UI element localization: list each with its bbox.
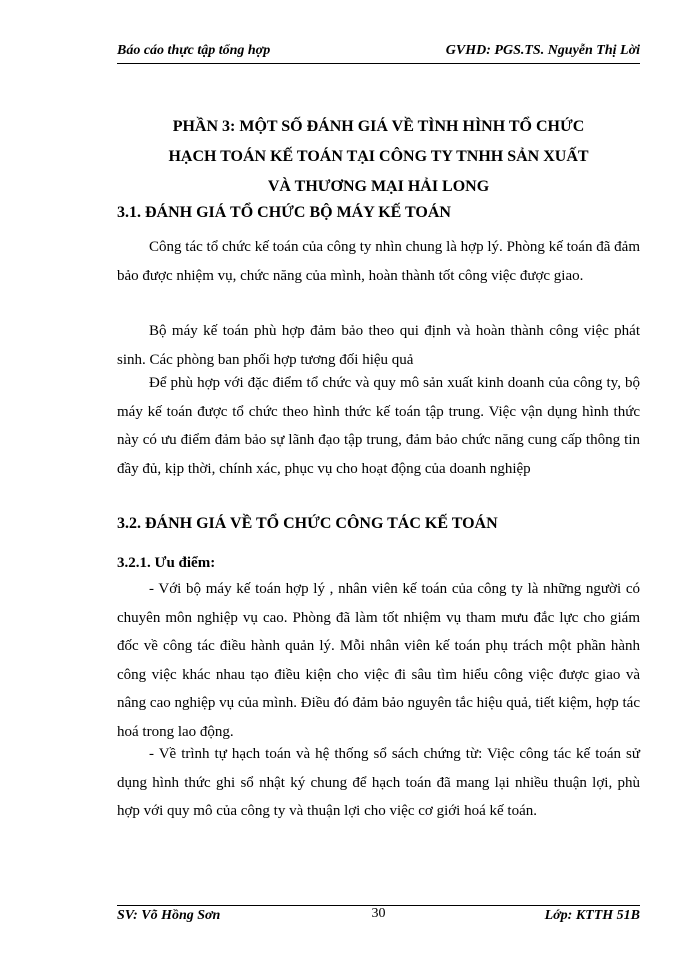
section-3-2-1-paragraph-2: - Về trình tự hạch toán và hệ thống sổ sách chứng từ: Việc công tác kế toán sử dụng hình thức ghi sổ nhật ký chung để hạch toán đã mang lại nhiều thuận lợi, phù hợp với quy mô của công ty và thuận lợi cho việc cơ giới hoá kế toán.: [117, 746, 640, 820]
header-right-text: GVHD: PGS.TS. Nguyễn Thị Lời: [445, 43, 640, 58]
section-3-1-paragraph-1: Công tác tổ chức kế toán của công ty nhìn chung là hợp lý. Phòng kế toán đã đảm bảo được nhiệm vụ, chức năng của mình, hoàn thành tốt công việc được giao.: [117, 239, 640, 284]
page-footer: [117, 906, 640, 930]
page-header: [117, 40, 640, 64]
footer-student-name: SV: Võ Hồng Sơn: [117, 908, 221, 923]
section-3-1-heading: 3.1. ĐÁNH GIÁ TỔ CHỨC BỘ MÁY KẾ TOÁN: [117, 204, 451, 221]
chapter-title-line-2: HẠCH TOÁN KẾ TOÁN TẠI CÔNG TY TNHH SẢN XUẤT: [168, 148, 589, 165]
chapter-title-line-1: PHẦN 3: MỘT SỐ ĐÁNH GIÁ VỀ TÌNH HÌNH TỔ CHỨC: [172, 118, 585, 135]
header-rule: [117, 63, 640, 64]
chapter-title-line-3: VÀ THƯƠNG MẠI HẢI LONG: [267, 178, 490, 195]
section-3-1-paragraph-3: Để phù hợp với đặc điểm tổ chức và quy mô sản xuất kinh doanh của công ty, bộ máy kế toán được tổ chức theo hình thức kế toán tập trung. Việc vận dụng hình thức này có ưu điểm đảm bảo sự lãnh đạo tập trung, đảm bảo chức năng cung cấp thông tin đầy đủ, kịp thời, chính xác, phục vụ cho hoạt động của doanh nghiệp: [117, 375, 640, 477]
section-3-2-1-heading: 3.2.1. Ưu điểm:: [117, 555, 216, 571]
header-left-text: Báo cáo thực tập tổng hợp: [117, 43, 271, 58]
section-3-2-heading: 3.2. ĐÁNH GIÁ VỀ TỔ CHỨC CÔNG TÁC KẾ TOÁN: [117, 515, 498, 532]
section-3-1-paragraph-2: Bộ máy kế toán phù hợp đảm bảo theo qui định và hoàn thành công việc phát sinh. Các phòng ban phối hợp tương đối hiệu quả: [117, 323, 640, 368]
page-number: 30: [371, 906, 386, 921]
footer-class: Lớp: KTTH 51B: [544, 908, 640, 923]
section-3-2-1-paragraph-1: - Với bộ máy kế toán hợp lý , nhân viên kế toán của công ty là những người có chuyên môn nghiệp vụ cao. Phòng đã làm tốt nhiệm vụ tham mưu đắc lực cho giám đốc về công tác điều hành quản lý. Mỗi nhân viên kế toán phụ trách một phần hành công việc khác nhau tạo điều kiện cho việc đi sâu tìm hiểu công việc được giao và nâng cao nghiệp vụ của mình. Điều đó đảm bảo nguyên tắc hiệu quả, tiết kiệm, hợp tác hoá trong lao động.: [117, 581, 640, 740]
chapter-title: [117, 112, 640, 202]
